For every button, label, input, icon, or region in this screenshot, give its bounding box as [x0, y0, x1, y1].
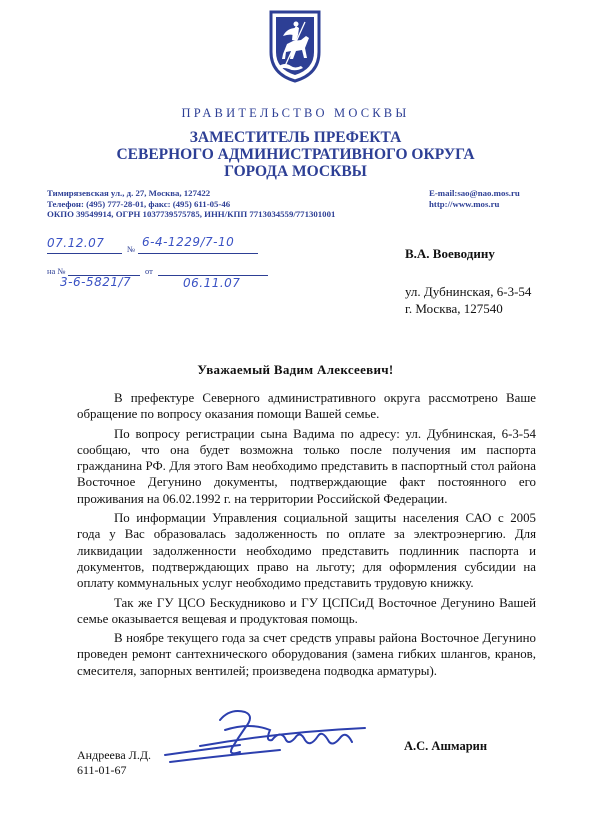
number-label: № — [127, 244, 136, 254]
outgoing-number: 6-4-1229/7-10 — [142, 235, 235, 249]
contact-block-online — [429, 188, 520, 209]
contact-block — [47, 188, 335, 220]
office-website: http://www.mos.ru — [429, 198, 500, 209]
paragraph: По информации Управления социальной защиты населения САО с 2005 года у Вас образовалась задолженность по оплате за электроэнергию. Для ликвидации задолженности необходимо представить подлинник паспорта и документов, подтверждающих право на льготу; для оформления субсидии на оплату коммунальных услуг необходимо представить трудовую книжку. — [77, 511, 536, 591]
office-address: Тимирязевская ул., д. 27, Москва, 127422 — [47, 188, 211, 198]
office-codes: ОКПО 39549914, ОГРН 1037739575785, ИНН/КПП 7713034559/771301001 — [47, 209, 336, 219]
addressee-city: г. Москва, 127540 — [405, 301, 503, 316]
paragraph: В ноябре текущего года за счет средств управы района Восточное Дегунино проведен ремонт сантехнического оборудования (замена гибких шлангов, кранов, смесителя, запорных вентилей; произведена подводка арматуры). — [77, 631, 536, 678]
office-title-line-1: ЗАМЕСТИТЕЛЬ ПРЕФЕКТА — [189, 129, 402, 146]
signatory-name: А.С. Ашмарин — [404, 739, 488, 753]
outgoing-date: 07.12.07 — [47, 236, 105, 250]
paragraph: Так же ГУ ЦСО Бескудниково и ГУ ЦСПСиД Восточное Дегунино Вашей семье оказывается вещевая и продуктовая помощь. — [77, 595, 536, 626]
date-line — [47, 253, 122, 254]
addressee-name: В.А. Воеводину — [405, 246, 495, 261]
office-title-line-3: ГОРОДА МОСКВЫ — [224, 163, 367, 180]
reference-number: 3-6-5821/7 — [60, 275, 132, 289]
letter-body — [77, 390, 536, 682]
office-phone: Телефон: (495) 777-28-01, факс: (495) 611-05-46 — [47, 198, 231, 209]
number-line — [138, 253, 258, 254]
reference-date: 06.11.07 — [183, 276, 241, 290]
salutation: Уважаемый Вадим Алексеевич! — [197, 362, 394, 377]
handwritten-signature — [160, 700, 390, 775]
executor-name: Андреева Л.Д. — [77, 748, 152, 762]
moscow-coat-of-arms-emblem — [265, 8, 325, 84]
reference-number-label: на № — [47, 266, 66, 276]
office-title-line-2: СЕВЕРНОГО АДМИНИСТРАТИВНОГО ОКРУГА — [116, 146, 475, 163]
office-email: E-mail:sao@nao.mos.ru — [429, 188, 520, 198]
paragraph: По вопросу регистрации сына Вадима по адресу: ул. Дубнинская, 6-3-54 сообщаю, что она будет возможна только после получения им паспорта гражданина РФ. Для этого Вам необходимо представить в паспортный стол района Восточное Дегунино документы, подтверждающие факт постоянного его проживания на 06.02.1992 г. на территории Российской Федерации. — [77, 426, 536, 506]
government-title: ПРАВИТЕЛЬСТВО МОСКВЫ — [181, 106, 410, 120]
reference-date-label: от — [145, 266, 153, 276]
paragraph: В префектуре Северного административного округа рассмотрено Ваше обращение по вопросу оказания помощи Вашей семье. — [77, 391, 536, 422]
addressee-street: ул. Дубнинская, 6-3-54 — [405, 284, 532, 299]
executor-phone: 611-01-67 — [77, 763, 127, 777]
executor-block — [77, 748, 151, 778]
